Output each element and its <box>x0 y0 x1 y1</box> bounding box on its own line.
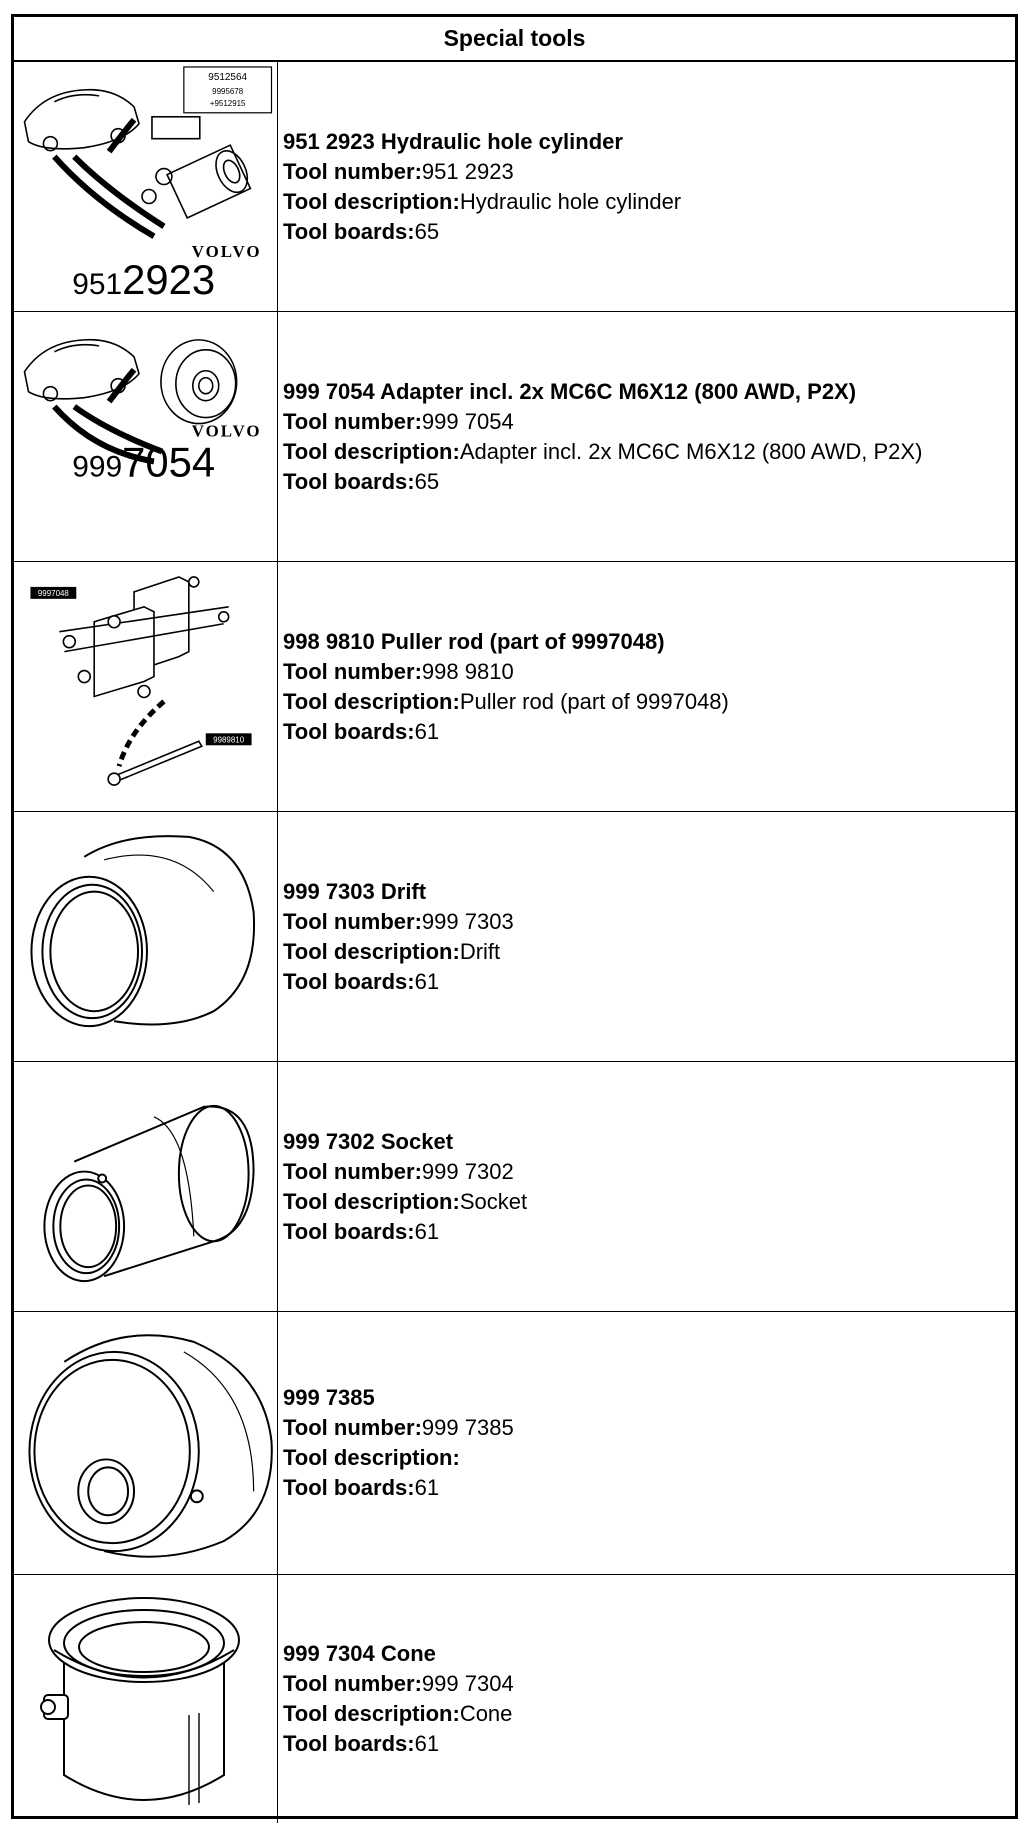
tool-boards-line <box>283 467 1015 497</box>
label-bot: +9512915 <box>209 98 246 108</box>
tool-description-value: Drift <box>459 938 501 964</box>
tool-description-value: Socket <box>459 1188 528 1214</box>
tool-number-line <box>283 1669 1015 1699</box>
hydraulic-cylinder-icon <box>14 62 277 311</box>
tool-number-label: Tool number: <box>283 158 422 184</box>
special-tools-table <box>11 14 1018 1819</box>
tool-boards-value: 65 <box>414 468 440 494</box>
tool-boards-line <box>283 717 1015 747</box>
tool-details <box>278 1062 1015 1311</box>
tool-boards-value: 65 <box>414 218 440 244</box>
tool-boards-label: Tool boards: <box>283 218 415 244</box>
tool-description-value: Cone <box>459 1701 513 1726</box>
tool-title: 998 9810 Puller rod (part of 9997048) <box>283 628 665 654</box>
tool-description-line <box>283 1187 1015 1217</box>
tool-boards-line <box>283 1729 1015 1759</box>
tool-boards-line <box>283 1217 1015 1247</box>
tool-description-label: Tool description: <box>283 1701 460 1726</box>
label-mid: 9995678 <box>212 86 244 96</box>
table-header <box>14 17 1015 62</box>
tool-image <box>14 1062 278 1311</box>
tool-image <box>14 62 278 311</box>
tool-boards-line <box>283 1473 1015 1503</box>
tool-image <box>14 312 278 561</box>
tool-row <box>14 812 1015 1062</box>
tool-boards-value: 61 <box>414 718 440 744</box>
tool-description-label: Tool description: <box>283 188 460 214</box>
tool-description-value: Hydraulic hole cylinder <box>459 188 682 214</box>
tool-number-value: 998 9810 <box>421 658 514 684</box>
tool-number-value: 999 7303 <box>421 908 514 934</box>
tool-number-label: Tool number: <box>283 658 422 684</box>
tool-title: 999 7054 Adapter incl. 2x MC6C M6X12 (800 AWD, P2X) <box>283 378 857 404</box>
tool-description-line <box>283 187 1015 217</box>
tool-details <box>278 562 1015 811</box>
brand-logo: VOLVO <box>191 421 262 441</box>
brand-logo: VOLVO <box>191 242 262 262</box>
tool-number-label: Tool number: <box>283 1671 422 1696</box>
tool-description-line <box>283 1699 1015 1729</box>
tool-image <box>14 1312 278 1574</box>
tool-number-line <box>283 1157 1015 1187</box>
tool-boards-value: 61 <box>414 968 440 994</box>
tool-title: 951 2923 Hydraulic hole cylinder <box>283 128 623 154</box>
tool-number-line <box>283 907 1015 937</box>
tool-number-value: 999 7304 <box>421 1671 514 1696</box>
tool-description-label: Tool description: <box>283 938 460 964</box>
tool-details <box>278 812 1015 1061</box>
tool-title: 999 7302 Socket <box>283 1128 454 1154</box>
socket-icon <box>14 1062 277 1311</box>
tool-image <box>14 812 278 1061</box>
tool-boards-value: 61 <box>414 1218 440 1244</box>
tool-boards-value: 61 <box>414 1731 440 1756</box>
tool-row <box>14 562 1015 812</box>
tool-boards-label: Tool boards: <box>283 718 415 744</box>
tool-boards-line <box>283 967 1015 997</box>
tag-a: 9997048 <box>37 588 69 598</box>
tool-image <box>14 562 278 811</box>
tool-number-value: 951 2923 <box>421 158 514 184</box>
tool-row <box>14 1575 1015 1823</box>
cup-tool-icon <box>14 1312 277 1574</box>
tool-row <box>14 1312 1015 1575</box>
tool-description-label: Tool description: <box>283 1445 460 1470</box>
tool-number-line <box>283 407 1015 437</box>
puller-rod-icon <box>14 562 277 811</box>
tool-boards-line <box>283 217 1015 247</box>
tool-number-line <box>283 657 1015 687</box>
tool-number-line <box>283 1413 1015 1443</box>
tool-description-line <box>283 937 1015 967</box>
tool-description-value: Adapter incl. 2x MC6C M6X12 (800 AWD, P2X) <box>459 438 923 464</box>
tool-num-large: 2923 <box>122 256 216 304</box>
tool-details <box>278 1312 1015 1574</box>
tool-number-line <box>283 157 1015 187</box>
tool-number-label: Tool number: <box>283 1158 422 1184</box>
tool-title: 999 7303 Drift <box>283 878 427 904</box>
tool-num-small: 999 <box>72 450 123 484</box>
tool-description-line <box>283 437 1015 467</box>
tool-title: 999 7385 <box>283 1385 375 1410</box>
tool-number-value: 999 7385 <box>421 1415 514 1440</box>
tool-row <box>14 1062 1015 1312</box>
tool-boards-label: Tool boards: <box>283 1475 415 1500</box>
tool-description-line <box>283 687 1015 717</box>
tool-number-label: Tool number: <box>283 1415 422 1440</box>
tool-row <box>14 62 1015 312</box>
tool-description-line <box>283 1443 1015 1473</box>
tool-num-small: 951 <box>72 268 123 302</box>
tool-number-label: Tool number: <box>283 908 422 934</box>
tool-number-value: 999 7302 <box>421 1158 514 1184</box>
drift-icon <box>14 812 277 1061</box>
tool-details <box>278 1575 1015 1823</box>
tool-description-label: Tool description: <box>283 1188 460 1214</box>
cone-icon <box>14 1575 277 1823</box>
tool-boards-value: 61 <box>414 1475 440 1500</box>
tag-b: 9989810 <box>213 735 245 745</box>
tool-description-label: Tool description: <box>283 438 460 464</box>
tool-boards-label: Tool boards: <box>283 468 415 494</box>
tool-boards-label: Tool boards: <box>283 968 415 994</box>
tool-image <box>14 1575 278 1823</box>
tool-description-value: Puller rod (part of 9997048) <box>459 688 729 714</box>
label-top: 9512564 <box>208 71 248 83</box>
tool-number-value: 999 7054 <box>421 408 514 434</box>
tool-number-label: Tool number: <box>283 408 422 434</box>
tool-num-large: 7054 <box>122 438 216 486</box>
tool-details <box>278 312 1015 561</box>
tool-description-label: Tool description: <box>283 688 460 714</box>
tool-details <box>278 62 1015 311</box>
tool-title: 999 7304 Cone <box>283 1641 436 1666</box>
adapter-icon <box>14 312 277 561</box>
tool-boards-label: Tool boards: <box>283 1731 415 1756</box>
tool-boards-label: Tool boards: <box>283 1218 415 1244</box>
tool-row <box>14 312 1015 562</box>
table-title: Special tools <box>443 25 586 51</box>
